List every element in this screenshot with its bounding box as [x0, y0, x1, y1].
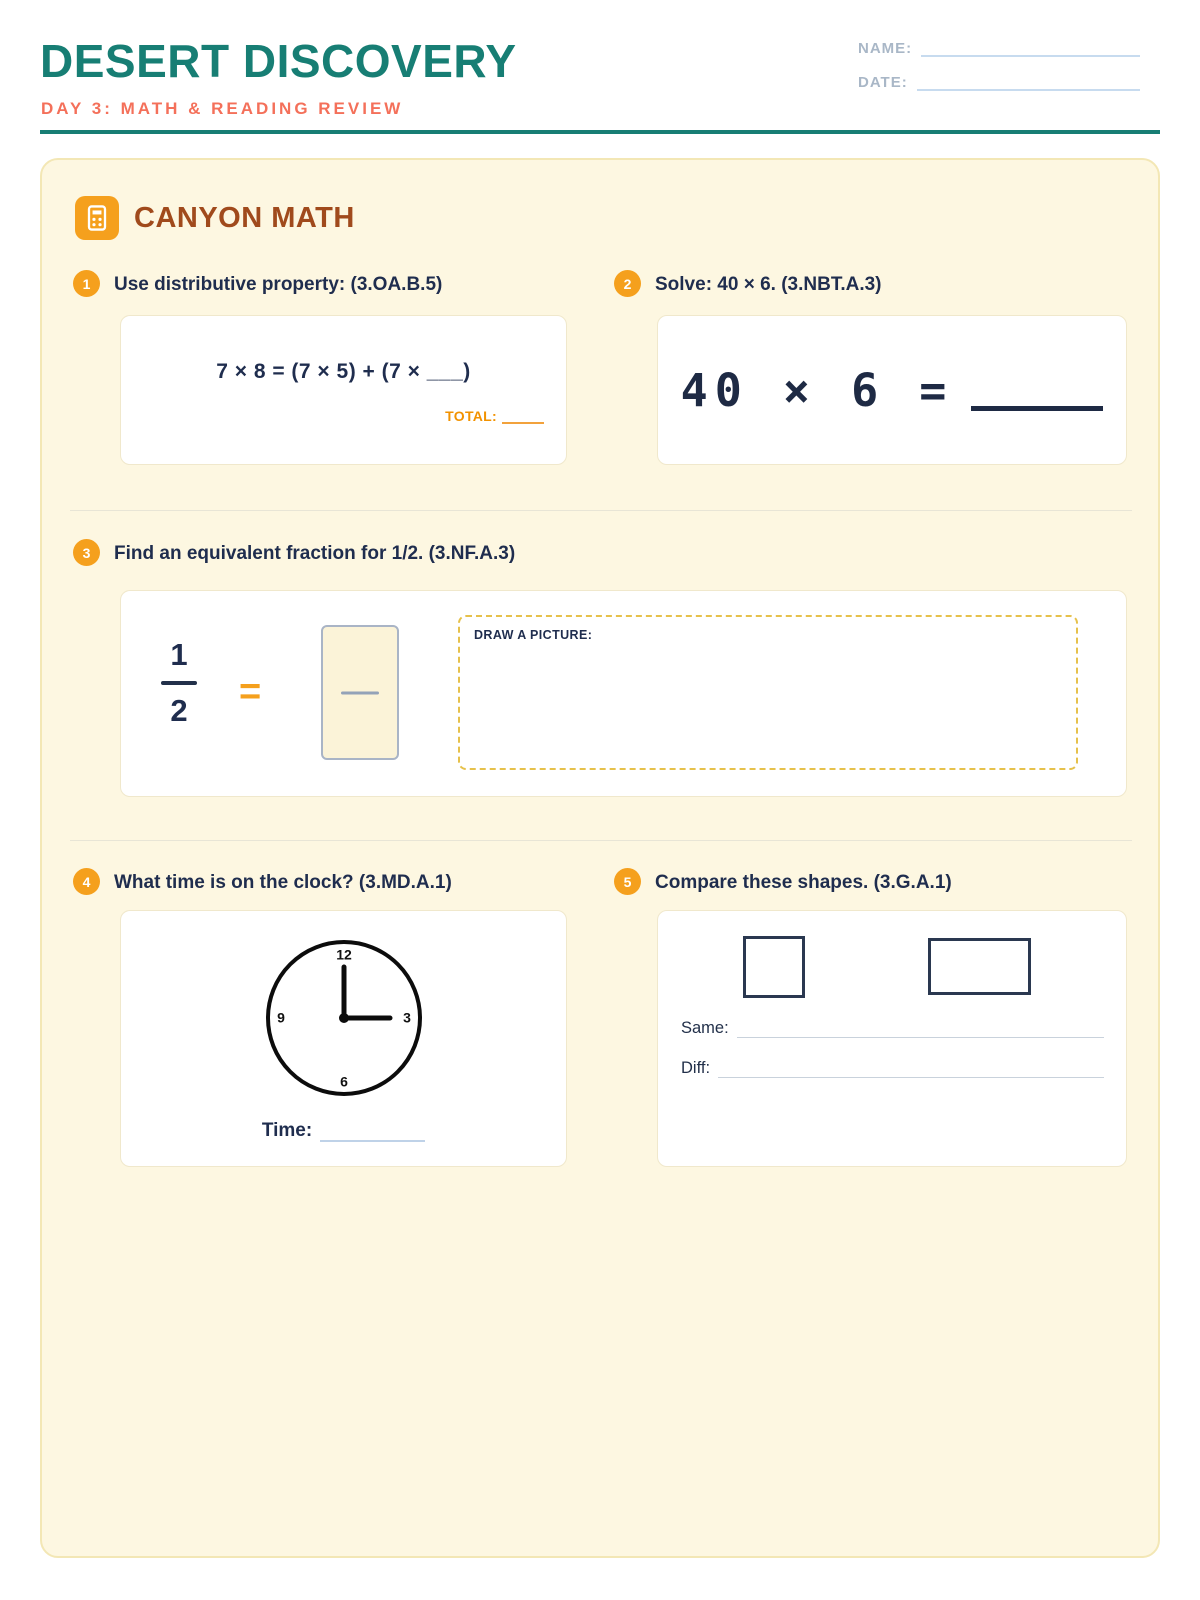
draw-picture-area[interactable] — [458, 615, 1078, 770]
calculator-icon — [75, 196, 119, 240]
question-2-card — [657, 315, 1127, 465]
question-3-card — [120, 590, 1127, 797]
multiplication-equation: 40 × 6 = — [680, 363, 954, 417]
canyon-math-panel — [40, 158, 1160, 1558]
fraction-bar — [161, 681, 197, 685]
multiplication-answer-blank[interactable] — [971, 381, 1103, 411]
clock-number-9: 9 — [277, 1009, 285, 1026]
total-label: TOTAL: — [445, 408, 497, 424]
page-title: DESERT DISCOVERY — [40, 35, 517, 87]
distributive-equation: 7 × 8 = (7 × 5) + (7 × ___) — [216, 360, 471, 383]
question-4-prompt: What time is on the clock? (3.MD.A.1) — [114, 872, 452, 893]
time-row — [121, 1120, 566, 1142]
question-3-prompt: Find an equivalent fraction for 1/2. (3.NF.A.3) — [114, 543, 516, 564]
question-4-badge: 4 — [73, 868, 100, 895]
question-1-card — [120, 315, 567, 465]
fraction-numerator: 1 — [170, 637, 188, 672]
multiplication-row — [658, 316, 1126, 464]
question-1-prompt: Use distributive property: (3.OA.B.5) — [114, 274, 443, 295]
question-2-prompt: Solve: 40 × 6. (3.NBT.A.3) — [655, 274, 882, 295]
clock-number-3: 3 — [403, 1009, 411, 1026]
clock-center-dot — [339, 1013, 349, 1023]
time-label: Time: — [261, 1120, 313, 1141]
diff-blank-line[interactable] — [718, 1064, 1104, 1078]
clock-number-12: 12 — [336, 946, 352, 963]
date-blank-line[interactable] — [917, 75, 1140, 91]
question-1-badge: 1 — [73, 270, 100, 297]
draw-picture-label: DRAW A PICTURE: — [474, 628, 593, 642]
diff-label: Diff: — [681, 1059, 711, 1077]
question-4-card — [120, 910, 567, 1167]
section-divider — [70, 840, 1132, 841]
question-2-badge: 2 — [614, 270, 641, 297]
fraction-answer-box[interactable] — [321, 625, 399, 760]
total-blank-line[interactable] — [502, 410, 544, 424]
rectangle-shape — [928, 938, 1031, 995]
time-blank-line[interactable] — [320, 1126, 425, 1142]
header-divider — [40, 130, 1160, 134]
date-label: DATE: — [858, 74, 908, 91]
clock-number-6: 6 — [340, 1073, 348, 1090]
date-row — [858, 74, 1140, 91]
analog-clock — [259, 933, 429, 1103]
diff-row — [681, 1059, 1104, 1078]
square-shape — [743, 936, 805, 998]
question-3-badge: 3 — [73, 539, 100, 566]
question-5-badge: 5 — [614, 868, 641, 895]
equals-sign: = — [239, 671, 262, 713]
question-5-prompt: Compare these shapes. (3.G.A.1) — [655, 872, 952, 893]
same-row — [681, 1019, 1104, 1038]
section-divider — [70, 510, 1132, 511]
fraction-denominator: 2 — [170, 693, 188, 728]
page-subtitle: DAY 3: MATH & READING REVIEW — [41, 99, 404, 118]
name-blank-line[interactable] — [921, 41, 1140, 57]
question-5-card — [657, 910, 1127, 1167]
fraction-one-half — [151, 637, 207, 729]
section-title: CANYON MATH — [134, 202, 355, 234]
fraction-answer-bar — [341, 691, 379, 694]
same-label: Same: — [681, 1019, 729, 1037]
name-label: NAME: — [858, 40, 913, 57]
name-row — [858, 40, 1140, 57]
total-row — [445, 408, 544, 424]
same-blank-line[interactable] — [737, 1024, 1104, 1038]
